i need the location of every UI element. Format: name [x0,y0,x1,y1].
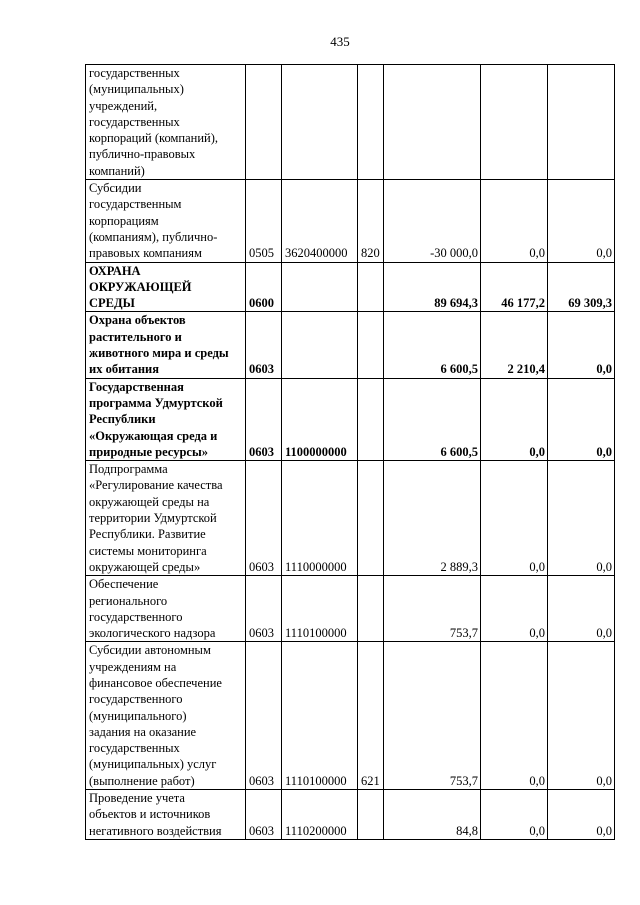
amount-change-1-cell: 84,8 [384,790,481,840]
row-name-cell: Государственная программа Удмуртской Республики «Окружающая среда и природные ресурсы» [86,378,246,460]
section-code-cell: 0603 [246,576,282,642]
amount-change-3-cell: 0,0 [548,576,615,642]
amount-change-1-cell: 6 600,5 [384,378,481,460]
expense-type-cell [358,262,384,312]
row-name-cell: Субсидии автономным учреждениям на финансовое обеспечение государственного (муниципального) задания на оказание государственных (муниципальных) услуг (выполнение работ) [86,642,246,790]
row-name-cell: Обеспечение регионального государственного экологического надзора [86,576,246,642]
target-article-cell [282,65,358,180]
target-article-cell: 1110100000 [282,642,358,790]
expense-type-cell [358,576,384,642]
amount-change-2-cell: 0,0 [481,642,548,790]
amount-change-2-cell: 0,0 [481,180,548,262]
table-row [86,790,615,840]
expense-type-cell [358,461,384,576]
amount-change-3-cell: 0,0 [548,461,615,576]
table-row [86,576,615,642]
table-row [86,262,615,312]
amount-change-2-cell: 0,0 [481,378,548,460]
page-number: 435 [330,34,350,49]
section-code-cell: 0603 [246,461,282,576]
target-article-cell: 3620400000 [282,180,358,262]
expense-type-cell [358,790,384,840]
budget-table [85,64,615,840]
amount-change-2-cell [481,65,548,180]
row-name-cell: ОХРАНА ОКРУЖАЮЩЕЙ СРЕДЫ [86,262,246,312]
expense-type-cell: 820 [358,180,384,262]
amount-change-3-cell: 0,0 [548,378,615,460]
table-row [86,378,615,460]
amount-change-2-cell: 46 177,2 [481,262,548,312]
table-row [86,65,615,180]
amount-change-3-cell [548,65,615,180]
table-row [86,642,615,790]
section-code-cell: 0603 [246,312,282,378]
row-name-cell: Охрана объектов растительного и животного мира и среды их обитания [86,312,246,378]
target-article-cell: 1110100000 [282,576,358,642]
row-name-cell: Подпрограмма «Регулирование качества окружающей среды на территории Удмуртской Республики. Развитие системы мониторинга окружающей среды» [86,461,246,576]
section-code-cell: 0505 [246,180,282,262]
row-name-cell: Проведение учета объектов и источников негативного воздействия [86,790,246,840]
amount-change-1-cell: 753,7 [384,642,481,790]
section-code-cell: 0603 [246,790,282,840]
expense-type-cell [358,312,384,378]
target-article-cell: 1110200000 [282,790,358,840]
expense-type-cell [358,65,384,180]
target-article-cell: 1100000000 [282,378,358,460]
amount-change-3-cell: 0,0 [548,180,615,262]
amount-change-3-cell: 0,0 [548,790,615,840]
amount-change-1-cell: 6 600,5 [384,312,481,378]
section-code-cell: 0603 [246,642,282,790]
target-article-cell [282,262,358,312]
row-name-cell: государственных (муниципальных) учреждений, государственных корпораций (компаний), публично-правовых компаний) [86,65,246,180]
section-code-cell: 0603 [246,378,282,460]
amount-change-1-cell: 2 889,3 [384,461,481,576]
amount-change-1-cell: 753,7 [384,576,481,642]
amount-change-3-cell: 0,0 [548,312,615,378]
section-code-cell [246,65,282,180]
amount-change-3-cell: 69 309,3 [548,262,615,312]
table-row [86,312,615,378]
target-article-cell [282,312,358,378]
expense-type-cell: 621 [358,642,384,790]
row-name-cell: Субсидии государственным корпорациям (компаниям), публично- правовых компаниям [86,180,246,262]
amount-change-1-cell: 89 694,3 [384,262,481,312]
target-article-cell: 1110000000 [282,461,358,576]
amount-change-1-cell: -30 000,0 [384,180,481,262]
amount-change-1-cell [384,65,481,180]
amount-change-2-cell: 0,0 [481,790,548,840]
amount-change-2-cell: 2 210,4 [481,312,548,378]
amount-change-3-cell: 0,0 [548,642,615,790]
amount-change-2-cell: 0,0 [481,576,548,642]
expense-type-cell [358,378,384,460]
amount-change-2-cell: 0,0 [481,461,548,576]
section-code-cell: 0600 [246,262,282,312]
table-row [86,180,615,262]
table-row [86,461,615,576]
